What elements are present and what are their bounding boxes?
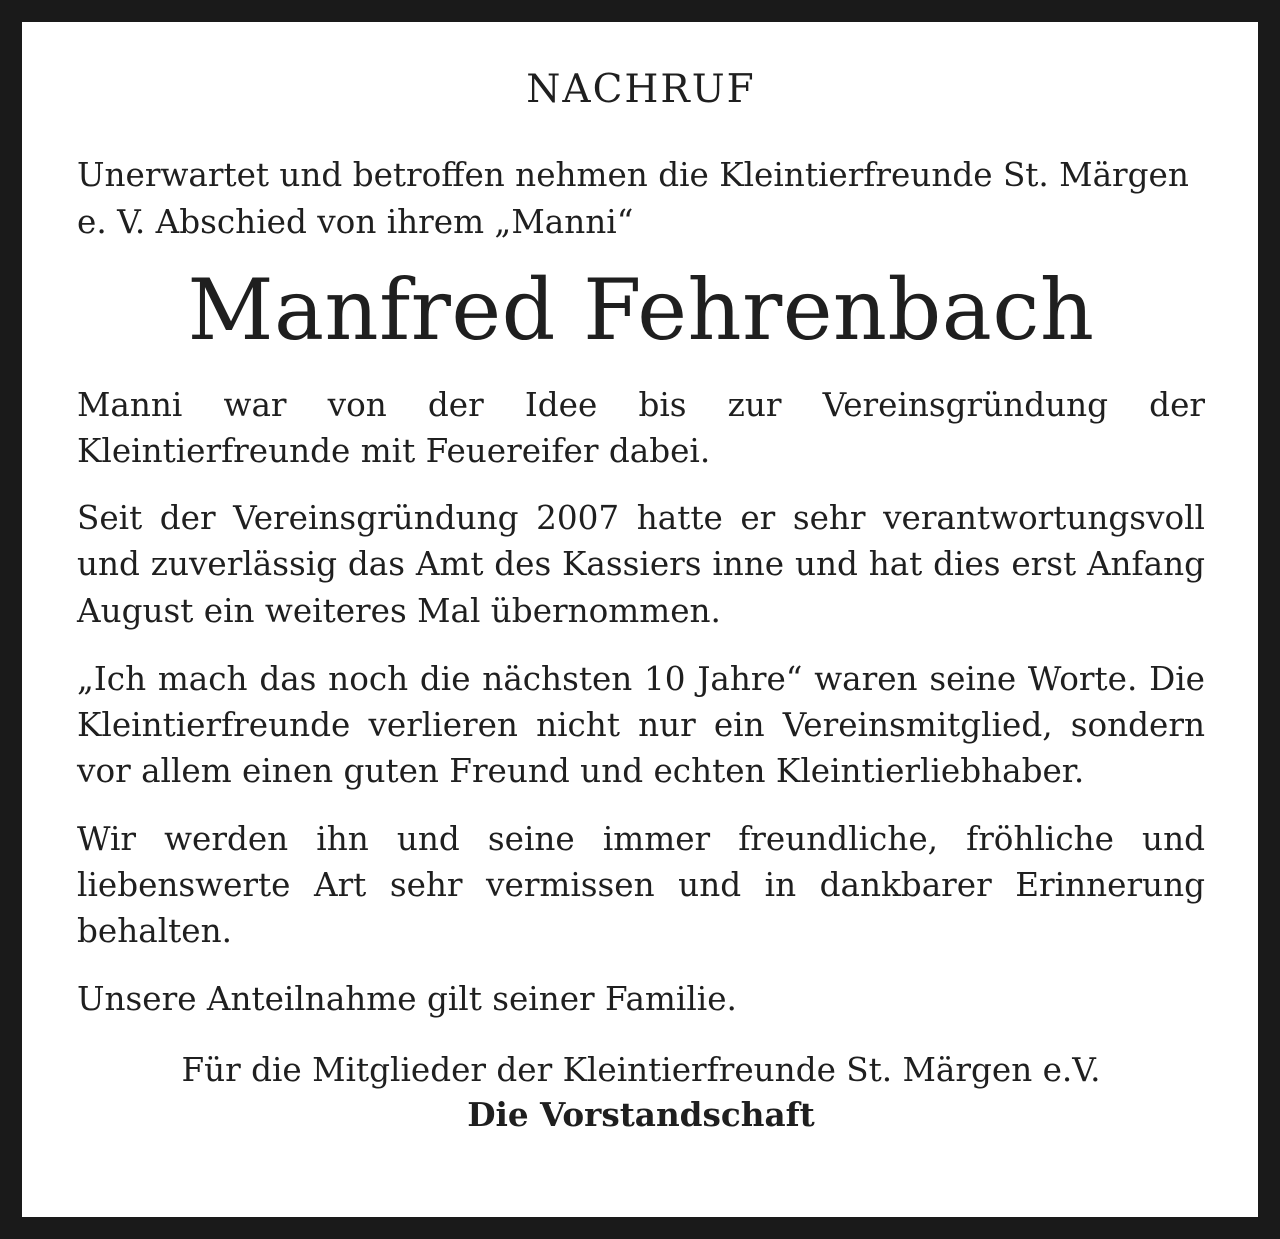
signature-line: Für die Mitglieder der Kleintierfreunde St. Märgen e.V. [181, 1051, 1101, 1090]
obituary-intro: Unerwartet und betroffen nehmen die Kleintierfreunde St. Märgen e. V. Abschied von ihrem „Manni“ [77, 156, 1189, 242]
obituary-content [77, 62, 1205, 1139]
obituary-paragraph: Wir werden ihn und seine immer freundliche, fröhliche und liebenswerte Art sehr vermissen und in dankbarer Erinnerung behalten. [77, 819, 1205, 951]
obituary-paragraph: Manni war von der Idee bis zur Vereinsgründung der Kleintierfreunde mit Feuereifer dabei. [77, 386, 1205, 471]
obituary-paragraph: Unsere Anteilnahme gilt seiner Familie. [77, 980, 737, 1019]
obituary-heading: NACHRUF [526, 67, 756, 112]
obituary-paragraph: „Ich mach das noch die nächsten 10 Jahre“ waren seine Worte. Die Kleintierfreunde verlieren nicht nur ein Vereinsmitglied, sondern vor allem einen guten Freund und echten Kleintierliebhaber. [77, 659, 1205, 790]
deceased-name: Manfred Fehrenbach [187, 261, 1095, 360]
signature-board: Die Vorstandschaft [467, 1095, 815, 1135]
obituary-paragraph: Seit der Vereinsgründung 2007 hatte er sehr verantwortungsvoll und zuverlässig das Amt des Kassiers inne und hat dies erst Anfang August ein weiteres Mal übernommen. [77, 499, 1205, 630]
